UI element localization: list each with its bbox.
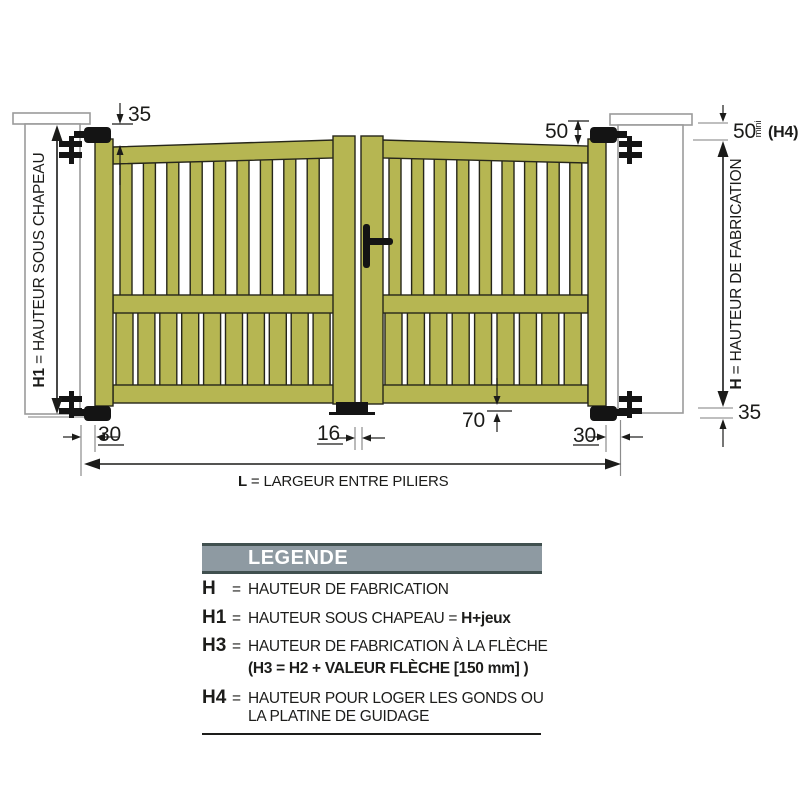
board [138, 310, 155, 390]
left-leaf-boards [116, 310, 330, 390]
board [452, 310, 469, 390]
legend-row-h3: H3 = HAUTEUR DE FABRICATION À LA FLÈCHE [202, 635, 548, 656]
board [407, 310, 424, 390]
board [385, 310, 402, 390]
baluster [237, 158, 249, 300]
legend [202, 543, 548, 725]
right-leaf-boards [385, 310, 581, 390]
dim-h4-ref: (H4) [768, 124, 799, 141]
dim-50-top-value: 50 [545, 120, 568, 143]
baluster [260, 158, 272, 300]
dim-50-top [545, 120, 589, 145]
left-leaf [95, 136, 355, 406]
dim-h4-value: 50 [733, 120, 756, 143]
dim-30-right-value: 30 [573, 424, 596, 447]
board [313, 310, 330, 390]
left-leaf-center-stile [333, 136, 355, 404]
right-pillar-body [618, 125, 683, 413]
board [542, 310, 559, 390]
h1-label: H1 = HAUTEUR SOUS CHAPEAU [31, 152, 48, 388]
dim-30-left [63, 423, 124, 476]
baluster [412, 158, 424, 300]
board [475, 310, 492, 390]
baluster [434, 158, 446, 300]
dim-16-value: 16 [317, 422, 340, 445]
legend-row-h4-sub: LA PLATINE DE GUIDAGE [248, 708, 430, 725]
board [430, 310, 447, 390]
left-leaf-balusters [120, 158, 319, 300]
right-pillar [610, 114, 692, 413]
board [269, 310, 286, 390]
right-pillar-cap [610, 114, 692, 125]
left-pillar-cap [13, 113, 90, 124]
board [564, 310, 581, 390]
dim-35-bottom-value: 35 [738, 401, 761, 424]
left-leaf-hinge-stile [95, 139, 113, 406]
baluster [525, 158, 537, 300]
baluster [457, 158, 469, 300]
board [204, 310, 221, 390]
dim-h4-mini: mini [753, 120, 764, 138]
right-leaf-balusters [389, 158, 582, 300]
left-pillar [13, 113, 90, 414]
right-leaf [361, 136, 606, 406]
baluster [307, 158, 319, 300]
baluster [120, 158, 132, 300]
left-leaf-top-rail [113, 140, 334, 164]
dim-16 [317, 422, 385, 450]
left-leaf-bottom-rail [113, 385, 334, 403]
legend-row-h: H = HAUTEUR DE FABRICATION [202, 578, 449, 599]
dim-h1 [31, 125, 63, 414]
dim-35-bottom [698, 401, 761, 447]
board [160, 310, 177, 390]
right-leaf-bottom-rail [382, 385, 588, 403]
legend-title: LEGENDE [248, 547, 349, 569]
board [497, 310, 514, 390]
legend-bottom-rule [202, 733, 541, 735]
baluster [143, 158, 155, 300]
legend-header [202, 543, 542, 574]
right-leaf-hinge-stile [588, 139, 606, 406]
dim-70-value: 70 [462, 409, 485, 432]
board [247, 310, 264, 390]
board [116, 310, 133, 390]
baluster [389, 158, 401, 300]
dim-35-top-value: 35 [128, 103, 151, 126]
h-label: H = HAUTEUR DE FABRICATION [728, 158, 745, 390]
baluster [570, 158, 582, 300]
board [519, 310, 536, 390]
baluster [190, 158, 202, 300]
dim-h4 [693, 105, 798, 143]
dim-h [718, 141, 746, 407]
legend-row-h1: H1 = HAUTEUR SOUS CHAPEAU = H+jeux [202, 607, 511, 628]
dim-30-left-value: 30 [98, 423, 121, 446]
legend-row-h3-sub: (H3 = H2 + VALEUR FLÈCHE [150 mm] ) [248, 660, 529, 677]
baluster [214, 158, 226, 300]
baluster [167, 158, 179, 300]
board [182, 310, 199, 390]
right-leaf-center-stile [361, 136, 383, 404]
left-leaf-middle-rail [113, 295, 334, 313]
board [291, 310, 308, 390]
width-label: L = LARGEUR ENTRE PILIERS [238, 473, 449, 490]
baluster [502, 158, 514, 300]
baluster [284, 158, 296, 300]
board [226, 310, 243, 390]
baluster [547, 158, 559, 300]
right-leaf-middle-rail [382, 295, 588, 313]
legend-row-h4: H4 = HAUTEUR POUR LOGER LES GONDS OU [202, 687, 544, 708]
baluster [479, 158, 491, 300]
dim-width-l [84, 459, 621, 491]
